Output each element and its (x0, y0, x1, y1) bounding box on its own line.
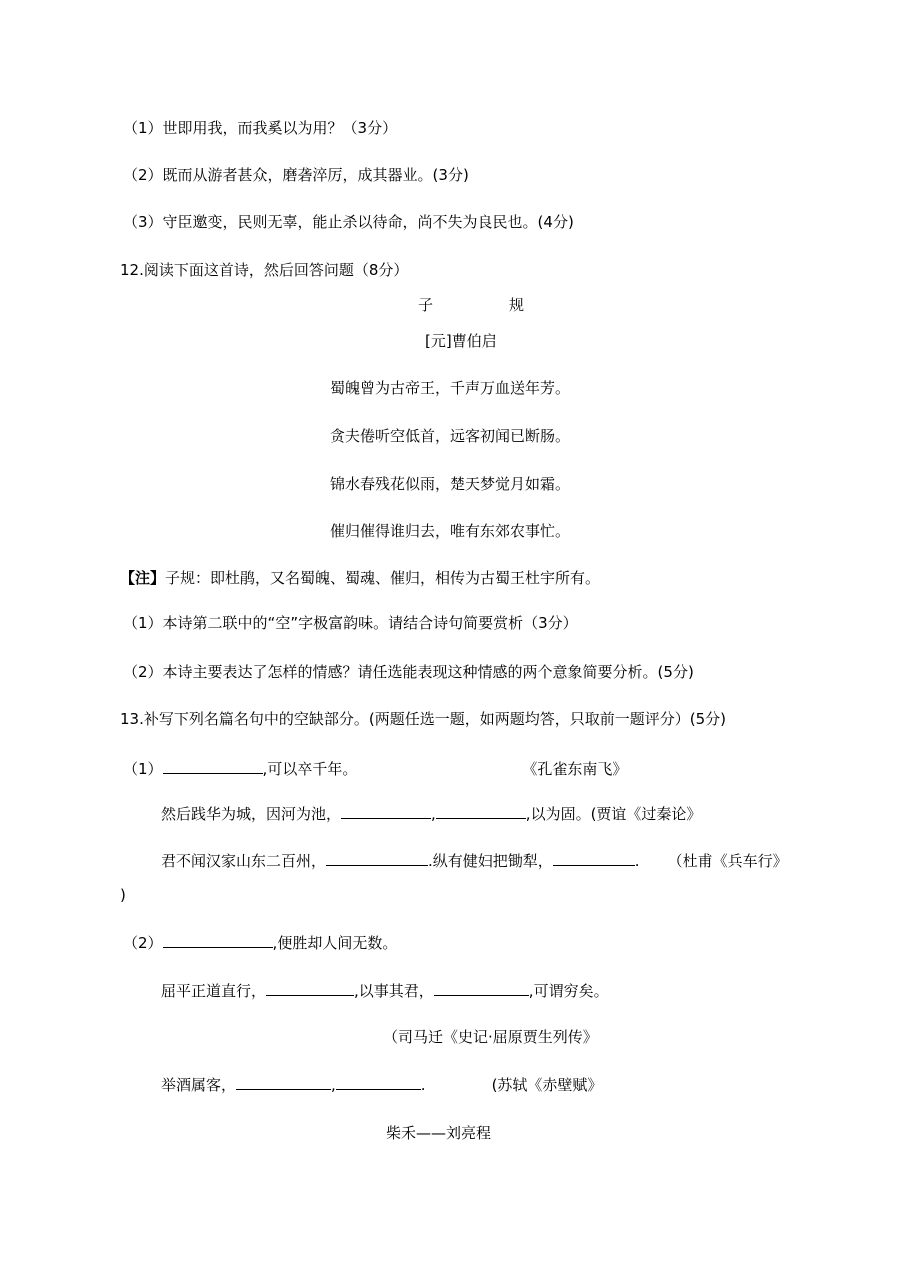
q13-p2-line-b (161, 980, 609, 1001)
q11-item-3: （3）守臣邀变，民则无辜，能止杀以待命，尚不失为良民也。(4分) (123, 213, 574, 231)
q12-question-1: （1）本诗第二联中的“空”字极富韵味。请结合诗句简要赏析（3分） (123, 614, 578, 632)
q12-question-2: （2）本诗主要表达了怎样的情感？请任选能表现这种情感的两个意象简要分析。(5分) (123, 663, 694, 681)
text: , (331, 1076, 336, 1094)
blank[interactable] (266, 980, 354, 996)
source: (苏轼《赤壁赋》 (491, 1076, 603, 1094)
poem-line-3: 锦水春残花似雨，楚天梦觉月如霜。 (330, 475, 571, 493)
poem-line-1: 蜀魄曾为古帝王，千声万血送年芳。 (330, 379, 571, 397)
poem-note (120, 568, 600, 588)
q13-p2-source: （司马迁《史记·屈原贾生列传》 (383, 1028, 598, 1046)
note-label: 【注】 (120, 569, 166, 587)
q13-p2-line-a (123, 932, 397, 953)
blank[interactable] (341, 803, 431, 819)
poem-title-char-1: 子 (418, 296, 434, 314)
text: ,便胜却人间无数。 (272, 934, 398, 952)
note-text: 子规：即杜鹃，又名蜀魄、蜀魂、催归，相传为古蜀王杜宇所有。 (165, 569, 601, 587)
blank[interactable] (163, 758, 263, 774)
blank[interactable] (436, 803, 526, 819)
text: .纵有健妇把锄犁， (428, 852, 553, 870)
text: , (431, 805, 436, 823)
blank[interactable] (236, 1074, 331, 1090)
poem-line-2: 贪夫倦听空低首，远客初闻已断肠。 (330, 427, 571, 445)
text: ,以为固。(贾谊《过秦论》 (525, 805, 702, 823)
text: ,以事其君， (354, 982, 434, 1000)
blank[interactable] (163, 932, 273, 948)
blank[interactable] (326, 850, 428, 866)
poem-line-4: 催归催得谁归去，唯有东郊农事忙。 (330, 522, 571, 540)
source: 《孔雀东南飞》 (522, 760, 628, 778)
q11-item-2: （2）既而从游者甚众，磨砻淬厉，成其器业。(3分) (123, 166, 469, 184)
q12-title: 12.阅读下面这首诗，然后回答问题（8分） (120, 261, 409, 279)
text: . (420, 1076, 426, 1094)
q13-p1-line-c (161, 850, 788, 871)
blank[interactable] (336, 1074, 421, 1090)
q13-p1-line-a (123, 758, 627, 779)
poem-author: [元]曹伯启 (425, 332, 497, 350)
q13-title: 13.补写下列名篇名句中的空缺部分。(两题任选一题，如两题均答，只取前一题评分）(5分) (120, 710, 726, 728)
text: ,可谓穷矣。 (528, 982, 609, 1000)
text: . (634, 852, 640, 870)
text: 君不闻汉家山东二百州， (161, 852, 327, 870)
source: （杜甫《兵车行》 (667, 852, 788, 870)
poem-title (418, 295, 524, 315)
q11-item-1: （1）世即用我，而我奚以为用？（3分） (123, 119, 398, 137)
blank[interactable] (434, 980, 529, 996)
q13-p1-line-c-end: ) (120, 886, 126, 904)
text: ,可以卒千年。 (262, 760, 358, 778)
text: 然后践华为城，因河为池， (161, 805, 342, 823)
blank[interactable] (553, 850, 635, 866)
label: （2） (123, 934, 163, 952)
poem-title-char-2: 规 (509, 296, 525, 314)
label: （1） (123, 760, 163, 778)
q13-p2-line-c (161, 1074, 602, 1095)
text: 举酒属客， (161, 1076, 237, 1094)
q13-p1-line-b (161, 803, 701, 824)
text: 屈平正道直行， (161, 982, 267, 1000)
footer-title: 柴禾——刘亮程 (386, 1124, 492, 1142)
